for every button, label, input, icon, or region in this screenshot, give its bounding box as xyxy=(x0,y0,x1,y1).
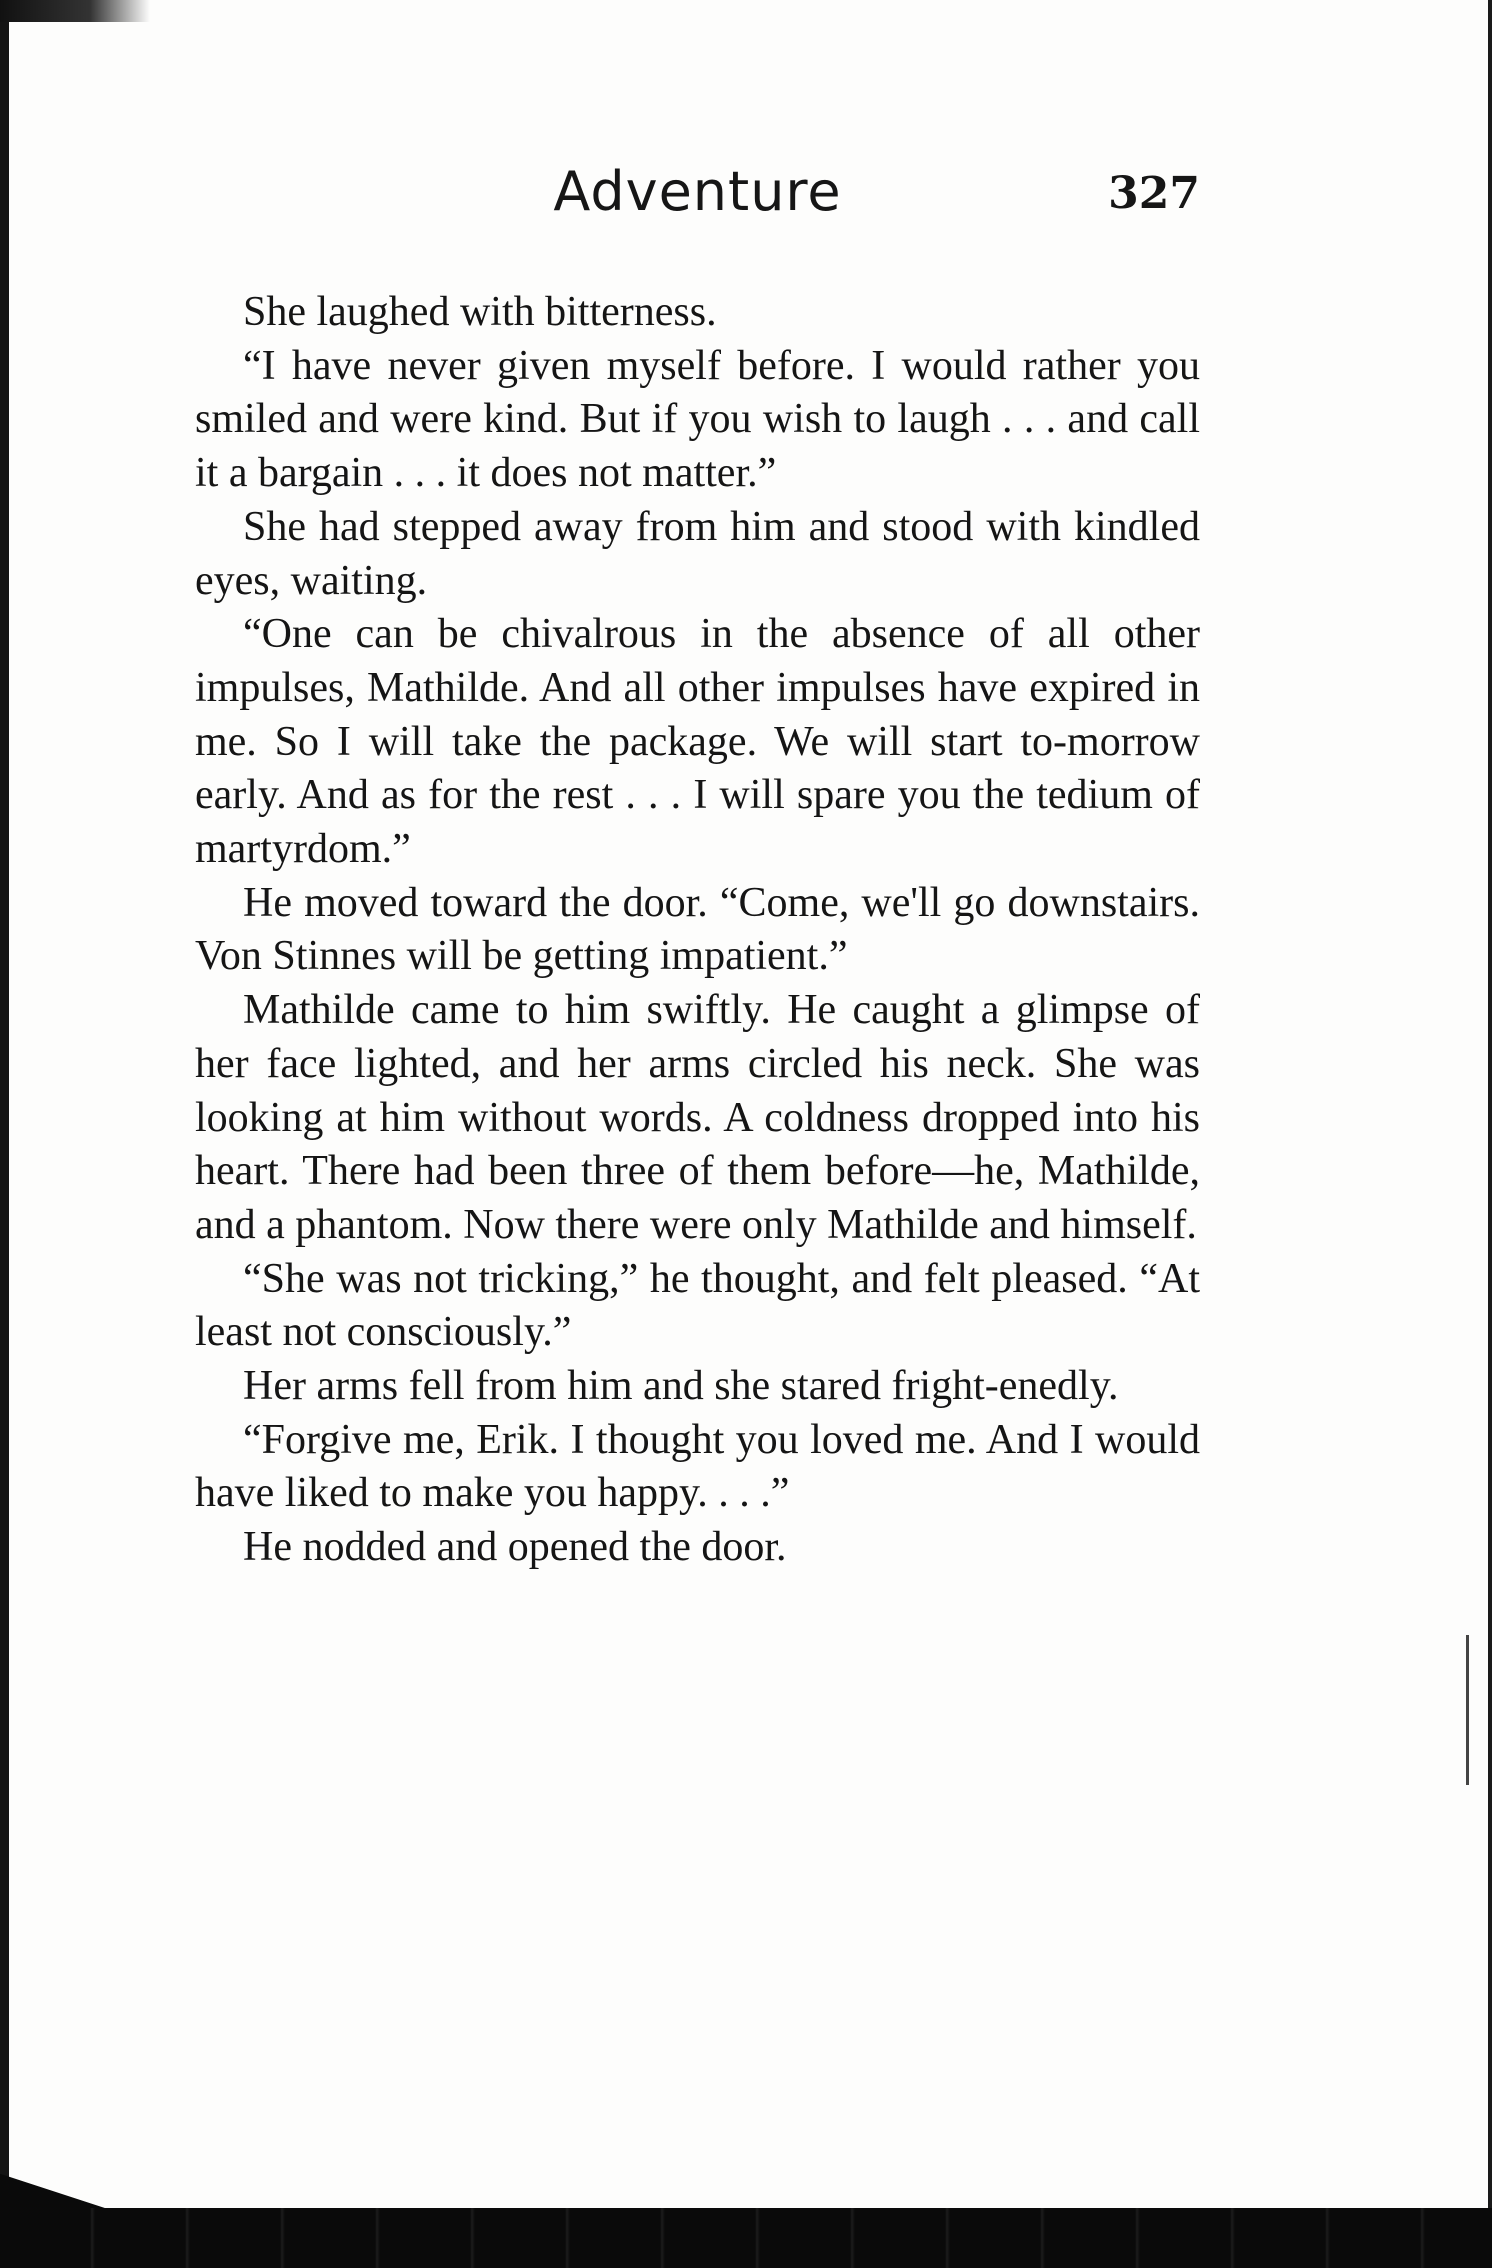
paragraph: “She was not tricking,” he thought, and felt pleased. “At least not consciously.” xyxy=(195,1255,1200,1356)
scan-shadow-bottom-band xyxy=(0,2208,1492,2268)
paragraph: Mathilde came to him swiftly. He caught a glimpse of her face lighted, and her arms circled his neck. She was looking at him without words. A coldness dropped into his heart. There had been three of them before—he, Mathilde, and a phantom. Now there were only Mathilde and himself. xyxy=(195,987,1200,1248)
paragraph: He nodded and opened the door. xyxy=(243,1524,787,1571)
scan-mark xyxy=(1466,1635,1469,1785)
paragraph: He moved toward the door. “Come, we'll go downstairs. Von Stinnes will be getting impatient.” xyxy=(195,879,1200,980)
scan-shadow-top xyxy=(0,0,150,22)
paragraph: “I have never given myself before. I would rather you smiled and were kind. But if you wish to laugh . . . and call it a bargain . . . it does not matter.” xyxy=(195,342,1200,497)
scan-shadow-left xyxy=(0,0,9,2268)
paragraph: She laughed with bitterness. xyxy=(243,289,717,335)
page-header xyxy=(195,160,1200,230)
body-text xyxy=(195,286,1200,1575)
paragraph: Her arms fell from him and she stared fright-enedly. xyxy=(243,1363,1119,1410)
paragraph: She had stepped away from him and stood with kindled eyes, waiting. xyxy=(195,503,1200,604)
running-head: Adventure xyxy=(553,160,842,223)
paragraph: “Forgive me, Erik. I thought you loved me. And I would have liked to make you happy. . . .” xyxy=(195,1416,1200,1517)
scan-shadow-right xyxy=(1488,0,1492,2268)
page-number: 327 xyxy=(1108,168,1200,219)
paragraph: “One can be chivalrous in the absence of all other impulses, Mathilde. And all other impulses have expired in me. So I will take the package. We will start to-morrow early. And as for the rest . . . I will spare you the tedium of martyrdom.” xyxy=(195,611,1200,873)
